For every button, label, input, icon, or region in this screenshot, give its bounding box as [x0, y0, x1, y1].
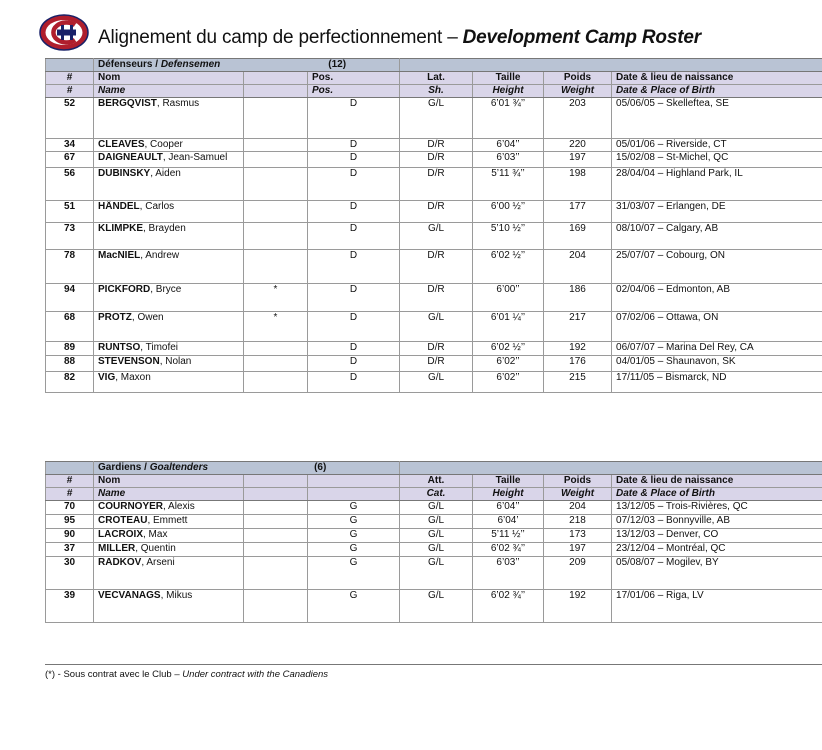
- player-lat: G/L: [400, 312, 473, 342]
- section-count: (6): [314, 462, 327, 473]
- player-name: [94, 543, 244, 557]
- player-row: [46, 284, 822, 312]
- player-mark: [244, 168, 308, 201]
- player-lat: G/L: [400, 372, 473, 393]
- page-title: [98, 27, 701, 49]
- player-mark: [244, 342, 308, 356]
- player-pos: D: [308, 168, 400, 201]
- player-weight: 197: [544, 543, 612, 557]
- column-header: [244, 488, 308, 501]
- player-height: 5’11 ½’’: [473, 529, 544, 543]
- player-last-name: RUNTSO: [98, 342, 141, 353]
- player-first-name: , Nolan: [159, 356, 192, 367]
- column-header: #: [46, 488, 94, 501]
- column-header: #: [46, 72, 94, 85]
- player-num: 39: [46, 590, 94, 623]
- player-mark: [244, 557, 308, 590]
- column-header: Weight: [544, 488, 612, 501]
- player-birth: 02/04/06 – Edmonton, AB: [612, 284, 822, 312]
- column-header: Att.: [400, 475, 473, 488]
- column-header-row: [46, 85, 822, 98]
- section-count: (12): [328, 59, 347, 70]
- footnote: (*) - Sous contrat avec le Club – Under contract with the Canadiens: [45, 669, 329, 680]
- column-header: Date & lieu de naissance: [612, 72, 822, 85]
- player-pos: D: [308, 342, 400, 356]
- player-first-name: , Max: [143, 529, 168, 540]
- player-num: 30: [46, 557, 94, 590]
- player-name: [94, 590, 244, 623]
- player-row: [46, 312, 822, 342]
- player-last-name: CROTEAU: [98, 515, 148, 526]
- player-row: [46, 372, 822, 393]
- player-last-name: CLEAVES: [98, 139, 145, 150]
- column-header: Date & Place of Birth: [612, 488, 822, 501]
- player-last-name: HÄNDEL: [98, 201, 140, 212]
- player-lat: D/R: [400, 201, 473, 223]
- player-height: 6’00’’: [473, 284, 544, 312]
- player-name: [94, 515, 244, 529]
- column-header: Taille: [473, 72, 544, 85]
- player-num: 78: [46, 250, 94, 284]
- player-pos: D: [308, 250, 400, 284]
- defensemen-table: [45, 58, 822, 393]
- player-birth: 15/02/08 – St-Michel, QC: [612, 152, 822, 168]
- column-header: Cat.: [400, 488, 473, 501]
- column-header: Poids: [544, 475, 612, 488]
- player-mark: [244, 501, 308, 515]
- player-num: 68: [46, 312, 94, 342]
- player-row: [46, 139, 822, 152]
- player-mark: [244, 223, 308, 250]
- player-lat: D/R: [400, 342, 473, 356]
- player-row: [46, 250, 822, 284]
- player-pos: D: [308, 139, 400, 152]
- player-mark: [244, 250, 308, 284]
- player-pos: D: [308, 356, 400, 372]
- player-num: 82: [46, 372, 94, 393]
- player-num: 37: [46, 543, 94, 557]
- player-first-name: , Cooper: [144, 139, 183, 150]
- column-header: Lat.: [400, 72, 473, 85]
- column-header: [308, 475, 400, 488]
- player-birth: 07/02/06 – Ottawa, ON: [612, 312, 822, 342]
- player-row: [46, 590, 822, 623]
- title-en: Development Camp Roster: [462, 27, 701, 48]
- footnote-en: Under contract with the Canadiens: [182, 669, 329, 680]
- player-birth: 17/01/06 – Riga, LV: [612, 590, 822, 623]
- column-header: [244, 475, 308, 488]
- player-name: [94, 356, 244, 372]
- player-lat: G/L: [400, 98, 473, 139]
- column-header: Pos.: [308, 85, 400, 98]
- player-mark: [244, 372, 308, 393]
- player-height: 6’03’’: [473, 152, 544, 168]
- footnote-fr: (*) - Sous contrat avec le Club: [45, 669, 172, 680]
- player-row: [46, 98, 822, 139]
- player-pos: G: [308, 557, 400, 590]
- canadiens-logo: [39, 14, 89, 51]
- player-row: [46, 529, 822, 543]
- player-weight: 177: [544, 201, 612, 223]
- section-title: Défenseurs / Defensemen (12): [94, 59, 400, 72]
- player-height: 6’04’’: [473, 139, 544, 152]
- player-birth: 23/12/04 – Montréal, QC: [612, 543, 822, 557]
- player-name: [94, 168, 244, 201]
- player-first-name: , Emmett: [147, 515, 188, 526]
- player-name: [94, 250, 244, 284]
- player-weight: 173: [544, 529, 612, 543]
- column-header: Date & lieu de naissance: [612, 475, 822, 488]
- player-row: [46, 543, 822, 557]
- player-last-name: MacNIEL: [98, 250, 141, 261]
- player-name: [94, 139, 244, 152]
- player-birth: 05/06/05 – Skelleftea, SE: [612, 98, 822, 139]
- player-pos: D: [308, 201, 400, 223]
- player-row: [46, 501, 822, 515]
- player-weight: 203: [544, 98, 612, 139]
- player-first-name: , Aiden: [150, 168, 181, 179]
- column-header: #: [46, 85, 94, 98]
- player-last-name: BERGQVIST: [98, 98, 157, 109]
- player-pos: G: [308, 501, 400, 515]
- player-weight: 218: [544, 515, 612, 529]
- player-weight: 192: [544, 342, 612, 356]
- player-row: [46, 168, 822, 201]
- player-num: 88: [46, 356, 94, 372]
- section-header: [46, 462, 822, 475]
- title-separator: –: [442, 27, 463, 48]
- player-birth: 04/01/05 – Shaunavon, SK: [612, 356, 822, 372]
- player-height: 6’04’: [473, 515, 544, 529]
- player-name: [94, 312, 244, 342]
- player-height: 6’02’’: [473, 372, 544, 393]
- player-height: 6’01 ¾’’: [473, 98, 544, 139]
- column-header: Pos.: [308, 72, 400, 85]
- player-birth: 06/07/07 – Marina Del Rey, CA: [612, 342, 822, 356]
- player-row: [46, 152, 822, 168]
- player-birth: 08/10/07 – Calgary, AB: [612, 223, 822, 250]
- player-height: 6’01 ¼’’: [473, 312, 544, 342]
- player-height: 6’02 ¾’’: [473, 543, 544, 557]
- player-last-name: RADKOV: [98, 557, 142, 568]
- player-last-name: LACROIX: [98, 529, 143, 540]
- player-pos: G: [308, 590, 400, 623]
- player-height: 6’02 ½’’: [473, 250, 544, 284]
- player-first-name: , Andrew: [140, 250, 180, 261]
- player-lat: G/L: [400, 223, 473, 250]
- player-first-name: , Carlos: [139, 201, 175, 212]
- player-mark: [244, 201, 308, 223]
- player-pos: D: [308, 98, 400, 139]
- player-mark: [244, 515, 308, 529]
- player-name: [94, 152, 244, 168]
- player-num: 89: [46, 342, 94, 356]
- player-height: 5’11 ¾’’: [473, 168, 544, 201]
- player-lat: G/L: [400, 543, 473, 557]
- column-header: Date & Place of Birth: [612, 85, 822, 98]
- player-mark: *: [244, 284, 308, 312]
- player-last-name: DUBINSKY: [98, 168, 151, 179]
- player-pos: G: [308, 529, 400, 543]
- player-last-name: MILLER: [98, 543, 136, 554]
- player-first-name: , Alexis: [163, 501, 195, 512]
- player-last-name: COURNOYER: [98, 501, 164, 512]
- player-lat: D/R: [400, 356, 473, 372]
- player-height: 6’00 ½’’: [473, 201, 544, 223]
- column-header-row: [46, 488, 822, 501]
- player-lat: G/L: [400, 557, 473, 590]
- player-first-name: , Rasmus: [156, 98, 200, 109]
- player-name: [94, 201, 244, 223]
- title-fr: Alignement du camp de perfectionnement: [98, 27, 443, 48]
- player-last-name: VECVANAGS: [98, 590, 161, 601]
- player-last-name: PICKFORD: [98, 284, 151, 295]
- column-header: Height: [473, 488, 544, 501]
- player-first-name: , Quentin: [135, 543, 176, 554]
- player-birth: 28/04/04 – Highland Park, IL: [612, 168, 822, 201]
- column-header: Taille: [473, 475, 544, 488]
- player-last-name: DAIGNEAULT: [98, 152, 163, 163]
- player-height: 6’02 ½’’: [473, 342, 544, 356]
- player-height: 5’10 ½’’: [473, 223, 544, 250]
- player-weight: 198: [544, 168, 612, 201]
- player-birth: 05/08/07 – Mogilev, BY: [612, 557, 822, 590]
- player-first-name: , Maxon: [115, 372, 151, 383]
- player-mark: [244, 529, 308, 543]
- player-pos: D: [308, 223, 400, 250]
- player-row: [46, 201, 822, 223]
- player-first-name: , Bryce: [150, 284, 182, 295]
- player-birth: 31/03/07 – Erlangen, DE: [612, 201, 822, 223]
- column-header: Nom: [94, 72, 244, 85]
- player-mark: [244, 98, 308, 139]
- player-name: [94, 557, 244, 590]
- player-num: 51: [46, 201, 94, 223]
- player-num: 52: [46, 98, 94, 139]
- player-row: [46, 557, 822, 590]
- column-header: Height: [473, 85, 544, 98]
- player-row: [46, 515, 822, 529]
- column-header: [308, 488, 400, 501]
- player-height: 6’02 ¾’’: [473, 590, 544, 623]
- player-name: [94, 372, 244, 393]
- player-birth: 13/12/05 – Trois-Rivières, QC: [612, 501, 822, 515]
- player-height: 6’04’’: [473, 501, 544, 515]
- column-header-row: [46, 475, 822, 488]
- player-last-name: KLIMPKE: [98, 223, 143, 234]
- player-mark: [244, 139, 308, 152]
- player-name: [94, 529, 244, 543]
- player-first-name: , Arseni: [141, 557, 175, 568]
- player-weight: 204: [544, 250, 612, 284]
- player-mark: *: [244, 312, 308, 342]
- player-mark: [244, 356, 308, 372]
- player-weight: 197: [544, 152, 612, 168]
- player-weight: 192: [544, 590, 612, 623]
- player-last-name: STEVENSON: [98, 356, 160, 367]
- player-weight: 215: [544, 372, 612, 393]
- column-header: #: [46, 475, 94, 488]
- player-name: [94, 501, 244, 515]
- player-pos: D: [308, 312, 400, 342]
- column-header: Sh.: [400, 85, 473, 98]
- column-header: Weight: [544, 85, 612, 98]
- player-num: 70: [46, 501, 94, 515]
- player-row: [46, 356, 822, 372]
- player-first-name: , Jean-Samuel: [162, 152, 228, 163]
- player-num: 73: [46, 223, 94, 250]
- player-lat: G/L: [400, 590, 473, 623]
- player-first-name: , Brayden: [143, 223, 186, 234]
- player-last-name: VIG: [98, 372, 116, 383]
- player-first-name: , Owen: [131, 312, 164, 323]
- player-lat: D/R: [400, 250, 473, 284]
- column-header: Name: [94, 85, 244, 98]
- player-name: [94, 98, 244, 139]
- player-last-name: PROTZ: [98, 312, 132, 323]
- player-birth: 05/01/06 – Riverside, CT: [612, 139, 822, 152]
- player-mark: [244, 543, 308, 557]
- player-first-name: , Timofei: [140, 342, 179, 353]
- column-header: [244, 72, 308, 85]
- player-pos: D: [308, 372, 400, 393]
- player-num: 90: [46, 529, 94, 543]
- player-mark: [244, 590, 308, 623]
- column-header: Name: [94, 488, 244, 501]
- player-lat: D/R: [400, 168, 473, 201]
- player-birth: 25/07/07 – Cobourg, ON: [612, 250, 822, 284]
- player-weight: 204: [544, 501, 612, 515]
- column-header-row: [46, 72, 822, 85]
- player-height: 6’03’’: [473, 557, 544, 590]
- player-pos: D: [308, 152, 400, 168]
- player-num: 67: [46, 152, 94, 168]
- player-birth: 13/12/03 – Denver, CO: [612, 529, 822, 543]
- player-weight: 217: [544, 312, 612, 342]
- player-pos: D: [308, 284, 400, 312]
- player-height: 6’02’’: [473, 356, 544, 372]
- player-lat: D/R: [400, 139, 473, 152]
- player-weight: 220: [544, 139, 612, 152]
- player-row: [46, 342, 822, 356]
- player-num: 95: [46, 515, 94, 529]
- player-lat: G/L: [400, 501, 473, 515]
- player-pos: G: [308, 515, 400, 529]
- player-name: [94, 284, 244, 312]
- player-birth: 07/12/03 – Bonnyville, AB: [612, 515, 822, 529]
- player-num: 94: [46, 284, 94, 312]
- player-lat: D/R: [400, 152, 473, 168]
- player-lat: G/L: [400, 515, 473, 529]
- column-header: Nom: [94, 475, 244, 488]
- player-name: [94, 342, 244, 356]
- player-mark: [244, 152, 308, 168]
- player-name: [94, 223, 244, 250]
- player-weight: 169: [544, 223, 612, 250]
- goaltenders-table: [45, 461, 822, 623]
- player-num: 34: [46, 139, 94, 152]
- column-header: [244, 85, 308, 98]
- section-header: [46, 59, 822, 72]
- section-title: Gardiens / Goaltenders (6): [94, 462, 400, 475]
- player-birth: 17/11/05 – Bismarck, ND: [612, 372, 822, 393]
- player-row: [46, 223, 822, 250]
- player-pos: G: [308, 543, 400, 557]
- player-weight: 176: [544, 356, 612, 372]
- player-weight: 209: [544, 557, 612, 590]
- player-lat: D/R: [400, 284, 473, 312]
- player-weight: 186: [544, 284, 612, 312]
- bottom-rule: [45, 664, 822, 665]
- player-num: 56: [46, 168, 94, 201]
- player-first-name: , Mikus: [160, 590, 193, 601]
- column-header: Poids: [544, 72, 612, 85]
- player-lat: G/L: [400, 529, 473, 543]
